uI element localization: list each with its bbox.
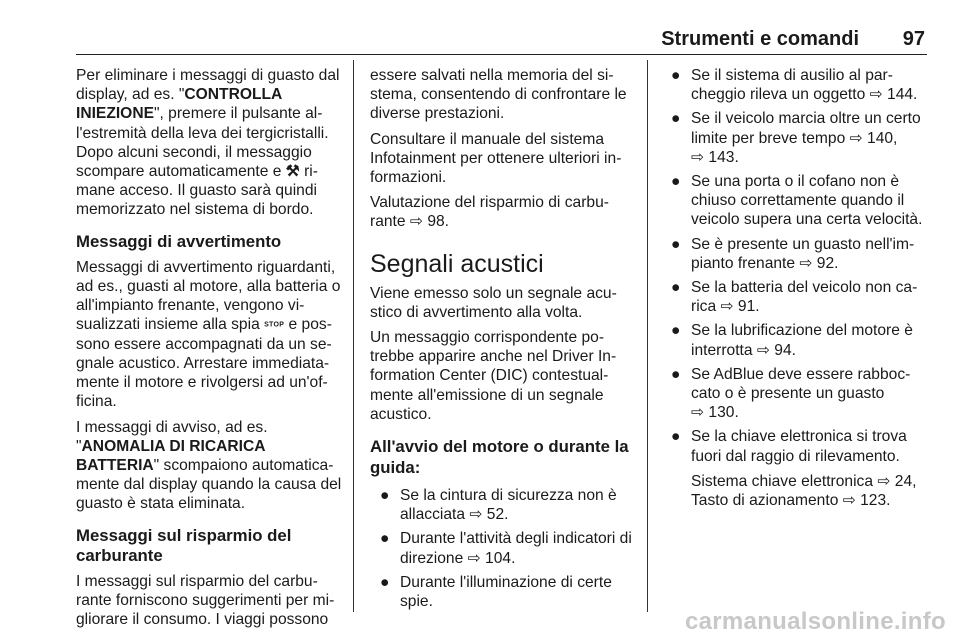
list-item: ● Se la chiave elettronica si trova fuori dal raggio di rilevamento. Sistema chiave elettronica ⇨ 24, Tasto di azionamento ⇨ 123. bbox=[667, 427, 933, 510]
column-divider bbox=[647, 60, 648, 612]
paragraph: Valutazione del risparmio di carburante ⇨ 98. bbox=[370, 194, 609, 231]
paragraph: Un messaggio corrispondente potrebbe apparire anche nel Driver Information Center (DIC) contestualmente all'emissione di un segnale acustico. bbox=[370, 329, 617, 423]
arrow-icon: ⇨ bbox=[691, 148, 705, 166]
bullet-icon: ● bbox=[671, 279, 681, 297]
heading-fuel-economy: Messaggi sul risparmio del carburante bbox=[76, 525, 292, 565]
bullet-icon: ● bbox=[671, 173, 681, 191]
page-reference[interactable]: 98. bbox=[427, 213, 449, 231]
page-header bbox=[76, 28, 927, 55]
page-reference[interactable]: 91. bbox=[737, 298, 760, 316]
arrow-icon: ⇨ bbox=[842, 492, 856, 510]
list-item: ● Se il sistema di ausilio al parcheggio rileva un oggetto ⇨ 144. bbox=[671, 67, 918, 104]
list-item: ● Se la lubrificazione del motore è interrotta ⇨ 94. bbox=[671, 322, 913, 359]
paragraph: Viene emesso solo un segnale acustico di avvertimento alla volta. bbox=[370, 284, 617, 321]
bullet-icon: ● bbox=[671, 365, 681, 383]
bullet-icon: ● bbox=[671, 428, 681, 446]
page-reference[interactable]: 140, bbox=[867, 129, 898, 147]
arrow-icon: ⇨ bbox=[849, 129, 863, 147]
paragraph: Consultare il manuale del sistema Infotainment per ottenere ulteriori informazioni. bbox=[370, 130, 622, 187]
page-reference[interactable]: 123. bbox=[860, 492, 891, 510]
display-message: ANOMALIA DI RICARICA BATTERIA bbox=[76, 437, 265, 474]
heading-acoustic-signals: Segnali acustici bbox=[370, 249, 544, 278]
list-item: ● Se la cintura di sicurezza non è allacciata ⇨ 52. bbox=[380, 487, 617, 524]
bullet-icon: ● bbox=[671, 322, 681, 340]
arrow-icon: ⇨ bbox=[877, 472, 891, 490]
page-reference[interactable]: 130. bbox=[708, 404, 739, 422]
page-reference[interactable]: 144. bbox=[887, 86, 918, 104]
display-message: CONTROLLA INIEZIONE bbox=[76, 86, 282, 123]
arrow-icon: ⇨ bbox=[691, 404, 705, 422]
heading-warning-messages: Messaggi di avvertimento bbox=[76, 231, 282, 251]
arrow-icon: ⇨ bbox=[720, 298, 734, 316]
stop-icon: STOP bbox=[264, 321, 285, 329]
column-3 bbox=[667, 66, 933, 515]
list-item: ● Se AdBlue deve essere rabboccato o è presente un guasto ⇨ 130. bbox=[671, 365, 911, 422]
column-2 bbox=[370, 66, 632, 616]
arrow-icon: ⇨ bbox=[409, 213, 423, 231]
section-title: Strumenti e comandi bbox=[661, 28, 859, 50]
bullet-icon: ● bbox=[671, 110, 681, 128]
page-reference[interactable]: 143. bbox=[708, 148, 739, 166]
paragraph: I messaggi sul risparmio del carburante forniscono suggerimenti per migliorare il consumo. I viaggi possono bbox=[76, 572, 335, 628]
bullet-icon: ● bbox=[671, 67, 681, 84]
bullet-list bbox=[376, 486, 632, 611]
page-number: 97 bbox=[902, 28, 925, 50]
arrow-icon: ⇨ bbox=[799, 254, 813, 272]
heading-engine-start: All'avvio del motore o durante la guida: bbox=[370, 437, 629, 478]
list-item: ● Se la batteria del veicolo non carica ⇨ 91. bbox=[671, 279, 918, 316]
list-item: ● Se il veicolo marcia oltre un certo limite per breve tempo ⇨ 140, ⇨ 143. bbox=[671, 110, 921, 166]
page-reference[interactable]: 24, bbox=[894, 472, 917, 490]
bullet-icon: ● bbox=[380, 530, 390, 548]
paragraph: Messaggi di avvertimento riguardanti, ad es., guasti al motore, alla batteria o all'impianto frenante, vengono visualizzati insieme alla spia STOP e possono essere accompagnati da un segnale acustico. Arrestare immediatamente il motore e rivolgersi ad un'officina. bbox=[76, 258, 341, 411]
arrow-icon: ⇨ bbox=[756, 341, 770, 359]
page-reference[interactable]: 92. bbox=[816, 254, 839, 272]
paragraph: essere salvati nella memoria del sistema, consentendo di confrontare le diverse prestazioni. bbox=[370, 67, 627, 123]
page-reference[interactable]: 94. bbox=[774, 341, 796, 359]
arrow-icon: ⇨ bbox=[869, 86, 883, 104]
bullet-icon: ● bbox=[671, 235, 681, 253]
cross-reference: Sistema chiave elettronica ⇨ 24, Tasto di azionamento ⇨ 123. bbox=[691, 472, 917, 510]
watermark: carmanualsonline.info bbox=[684, 608, 946, 635]
paragraph: I messaggi di avviso, ad es. "ANOMALIA DI RICARICA BATTERIA" scompaiono automaticamente dal display quando la causa del guasto è stata eliminata. bbox=[76, 418, 342, 513]
arrow-icon: ⇨ bbox=[469, 506, 483, 524]
page-reference[interactable]: 52. bbox=[486, 506, 509, 524]
column-1 bbox=[76, 66, 346, 635]
paragraph: Per eliminare i messaggi di guasto dal display, ad es. "CONTROLLA INIEZIONE", premere il pulsante all'estremità della leva dei tergicristalli. Dopo alcuni secondi, il messaggio scompare automaticamente e ⚒ rimane acceso. Il guasto sarà quindi memorizzato nel sistema di bordo. bbox=[76, 67, 340, 219]
list-item: ● Se è presente un guasto nell'impianto frenante ⇨ 92. bbox=[671, 235, 915, 272]
list-item: ● Durante l'attività degli indicatori di direzione ⇨ 104. bbox=[380, 530, 632, 567]
list-item: ● Durante l'illuminazione di certe spie. bbox=[380, 573, 612, 611]
bullet-icon: ● bbox=[380, 487, 390, 505]
list-item: ● Se una porta o il cofano non è chiuso correttamente quando il veicolo supera una certa velocità. bbox=[671, 173, 923, 229]
column-divider bbox=[353, 60, 354, 612]
arrow-icon: ⇨ bbox=[467, 549, 481, 567]
bullet-icon: ● bbox=[380, 573, 390, 591]
wrench-icon: ⚒ bbox=[285, 163, 300, 181]
bullet-list bbox=[667, 66, 933, 510]
page-reference[interactable]: 104. bbox=[485, 549, 516, 567]
